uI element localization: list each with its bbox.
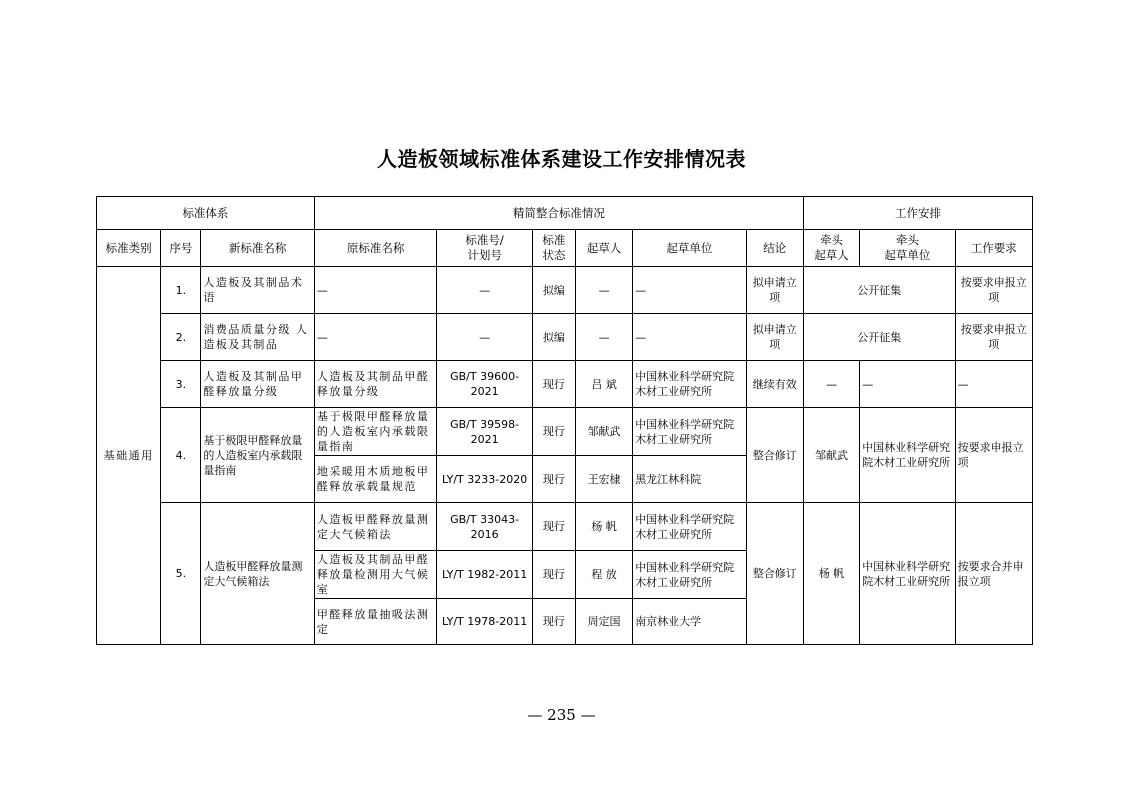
- header-conclusion: 结论: [746, 230, 803, 267]
- drafter-cell: 周定国: [575, 599, 632, 645]
- table-row: [97, 267, 1033, 314]
- requirement-cell: 按要求申报立项: [955, 267, 1032, 314]
- table-row: [97, 503, 1033, 551]
- std-no-cell: LY/T 1982-2011: [437, 551, 532, 599]
- table-row: [97, 361, 1033, 408]
- std-no-cell: —: [437, 267, 532, 314]
- new-name-cell: 消费品质量分级 人造板及其制品: [201, 314, 314, 361]
- column-header-row: [97, 230, 1033, 267]
- conclusion-cell: 整合修订: [746, 408, 803, 503]
- status-cell: 拟编: [532, 267, 575, 314]
- table-row: [97, 314, 1033, 361]
- header-status: 标准 状态: [532, 230, 575, 267]
- header-requirement: 工作要求: [955, 230, 1032, 267]
- drafter-unit-cell: 中国林业科学研究院木材工业研究所: [633, 503, 746, 551]
- standards-table: [96, 196, 1033, 645]
- orig-name-cell: 人造板甲醛释放量测定大气候箱法: [314, 503, 437, 551]
- new-name-cell: 人造板甲醛释放量测定大气候箱法: [201, 503, 314, 645]
- lead-unit-cell: 中国林业科学研究院木材工业研究所: [860, 408, 955, 503]
- table-row: [97, 408, 1033, 456]
- status-cell: 现行: [532, 551, 575, 599]
- orig-name-cell: —: [314, 267, 437, 314]
- header-lead-drafter: 牵头 起草人: [803, 230, 859, 267]
- orig-name-cell: 人造板及其制品甲醛释放量分级: [314, 361, 437, 408]
- group-work-arrangement: 工作安排: [803, 197, 1032, 230]
- header-orig-name: 原标准名称: [314, 230, 437, 267]
- drafter-unit-cell: 南京林业大学: [633, 599, 746, 645]
- orig-name-cell: 人造板及其制品甲醛释放量检测用大气候室: [314, 551, 437, 599]
- status-cell: 现行: [532, 361, 575, 408]
- new-name-cell: 人造板及其制品甲醛释放量分级: [201, 361, 314, 408]
- std-no-cell: LY/T 3233-2020: [437, 456, 532, 503]
- lead-drafter-cell: 杨 帆: [803, 503, 859, 645]
- requirement-cell: 按要求合并申报立项: [955, 503, 1032, 645]
- header-drafter-unit: 起草单位: [633, 230, 746, 267]
- drafter-unit-cell: 中国林业科学研究院木材工业研究所: [633, 361, 746, 408]
- conclusion-cell: 继续有效: [746, 361, 803, 408]
- new-name-cell: 基于极限甲醛释放量的人造板室内承载限量指南: [201, 408, 314, 503]
- header-seq: 序号: [161, 230, 201, 267]
- drafter-unit-cell: 黑龙江林科院: [633, 456, 746, 503]
- requirement-cell: 按要求申报立项: [955, 408, 1032, 503]
- drafter-cell: 杨 帆: [575, 503, 632, 551]
- drafter-cell: 邹献武: [575, 408, 632, 456]
- drafter-unit-cell: 中国林业科学研究院木材工业研究所: [633, 408, 746, 456]
- std-no-cell: GB/T 33043-2016: [437, 503, 532, 551]
- orig-name-cell: 基于极限甲醛释放量的人造板室内承载限量指南: [314, 408, 437, 456]
- status-cell: 现行: [532, 456, 575, 503]
- public-solicitation-cell: 公开征集: [803, 314, 955, 361]
- status-cell: 现行: [532, 408, 575, 456]
- std-no-cell: GB/T 39600-2021: [437, 361, 532, 408]
- status-cell: 拟编: [532, 314, 575, 361]
- lead-drafter-cell: 邹献武: [803, 408, 859, 503]
- seq-cell: 3.: [161, 361, 201, 408]
- seq-cell: 1.: [161, 267, 201, 314]
- orig-name-cell: —: [314, 314, 437, 361]
- conclusion-cell: 拟申请立项: [746, 314, 803, 361]
- drafter-unit-cell: —: [633, 267, 746, 314]
- drafter-cell: 吕 斌: [575, 361, 632, 408]
- document-title: 人造板领域标准体系建设工作安排情况表: [377, 147, 746, 171]
- status-cell: 现行: [532, 599, 575, 645]
- std-no-cell: LY/T 1978-2011: [437, 599, 532, 645]
- orig-name-cell: 甲醛释放量抽吸法测定: [314, 599, 437, 645]
- header-lead-unit: 牵头 起草单位: [860, 230, 955, 267]
- std-no-cell: —: [437, 314, 532, 361]
- group-integration: 精简整合标准情况: [314, 197, 803, 230]
- drafter-cell: —: [575, 267, 632, 314]
- lead-drafter-cell: —: [803, 361, 859, 408]
- drafter-cell: 王宏棣: [575, 456, 632, 503]
- header-drafter: 起草人: [575, 230, 632, 267]
- lead-unit-cell: —: [860, 361, 955, 408]
- std-no-cell: GB/T 39598-2021: [437, 408, 532, 456]
- group-header-row: [97, 197, 1033, 230]
- drafter-unit-cell: 中国林业科学研究院木材工业研究所: [633, 551, 746, 599]
- lead-unit-cell: 中国林业科学研究院木材工业研究所: [860, 503, 955, 645]
- requirement-cell: —: [955, 361, 1032, 408]
- seq-cell: 4.: [161, 408, 201, 503]
- page-number: — 235 —: [527, 706, 596, 724]
- new-name-cell: 人造板及其制品术语: [201, 267, 314, 314]
- group-standard-system: 标准体系: [97, 197, 315, 230]
- orig-name-cell: 地采暖用木质地板甲醛释放承载量规范: [314, 456, 437, 503]
- header-std-no: 标准号/ 计划号: [437, 230, 532, 267]
- drafter-cell: 程 放: [575, 551, 632, 599]
- seq-cell: 5.: [161, 503, 201, 645]
- drafter-cell: —: [575, 314, 632, 361]
- drafter-unit-cell: —: [633, 314, 746, 361]
- conclusion-cell: 拟申请立项: [746, 267, 803, 314]
- header-new-name: 新标准名称: [201, 230, 314, 267]
- seq-cell: 2.: [161, 314, 201, 361]
- public-solicitation-cell: 公开征集: [803, 267, 955, 314]
- header-category: 标准类别: [97, 230, 161, 267]
- requirement-cell: 按要求申报立项: [955, 314, 1032, 361]
- conclusion-cell: 整合修订: [746, 503, 803, 645]
- status-cell: 现行: [532, 503, 575, 551]
- category-cell: 基础通用: [97, 267, 161, 645]
